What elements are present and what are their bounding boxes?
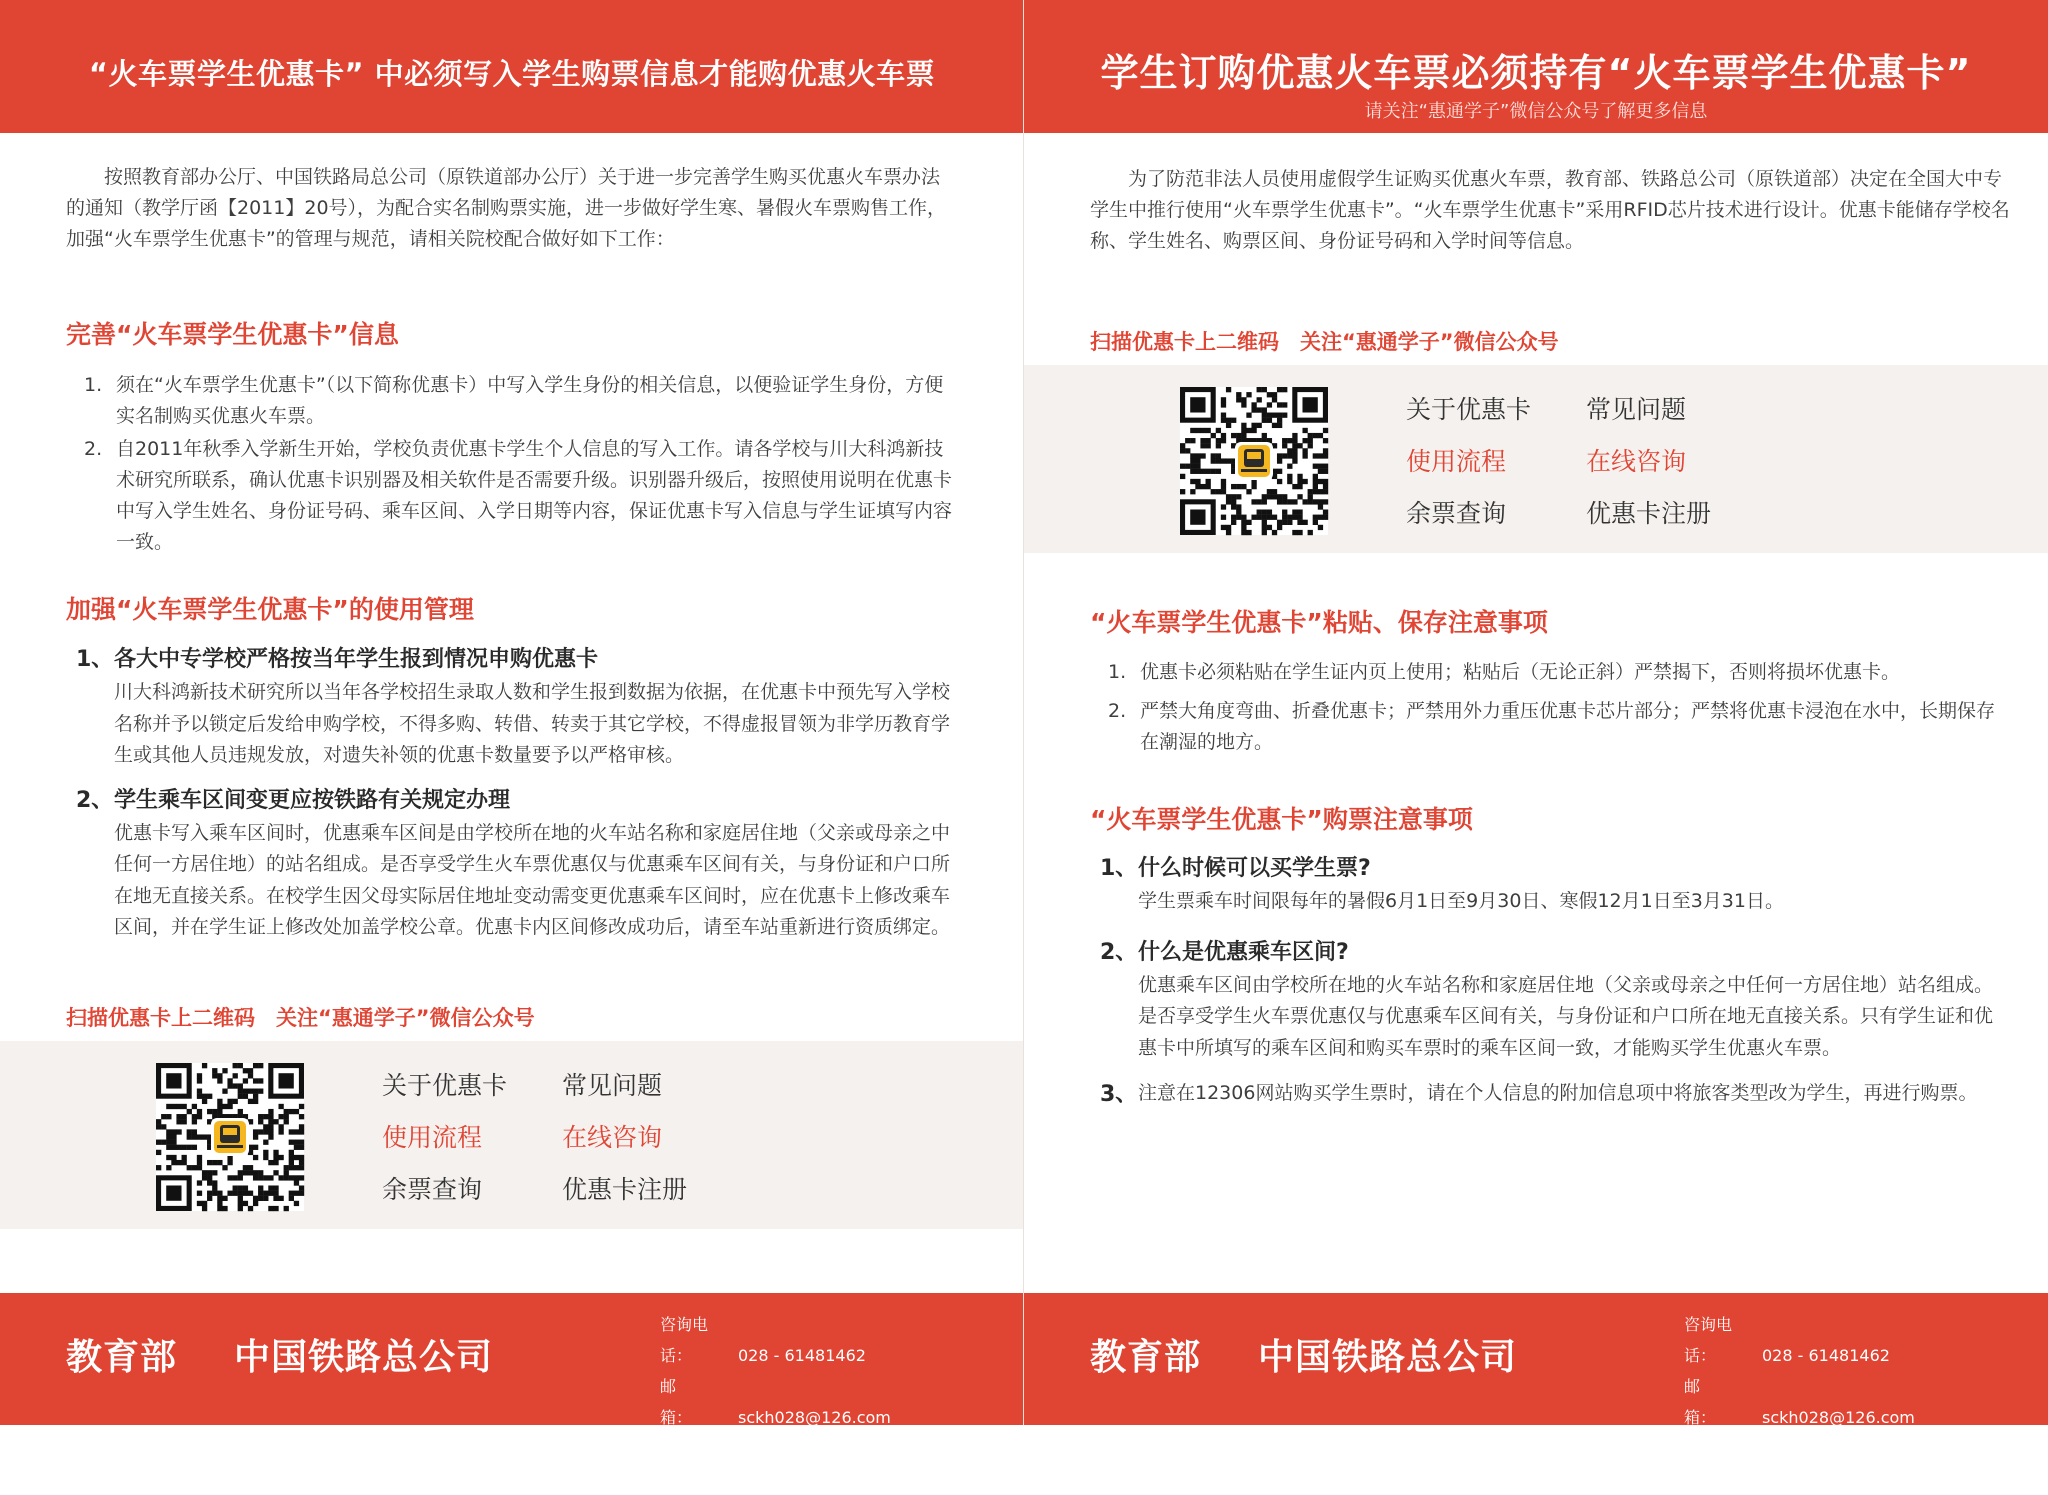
item-title: 什么是优惠乘车区间? [1138,939,1349,965]
right-section1-list [1090,657,2010,758]
list-item [1090,657,2010,688]
left-header-title: “火车票学生优惠卡” 中必须写入学生购票信息才能购优惠火车票 [88,57,936,91]
link-usage-process[interactable]: 使用流程 [1406,447,1507,476]
list-item [66,370,958,432]
page-divider [1023,0,1024,1425]
list-item [76,643,958,772]
list-item-text: 优惠卡必须粘贴在学生证内页上使用；粘贴后（无论正斜）严禁揭下，否则将损坏优惠卡。 [1140,661,1901,683]
link-card-register[interactable]: 优惠卡注册 [562,1175,688,1204]
item-number: 1、 [76,647,114,672]
qr-code-icon [156,1063,304,1211]
item-text: 川大科鸿新技术研究所以当年各学校招生录取人数和学生报到数据为依据，在优惠卡中预先写入学校名称并予以锁定后发给申购学校，不得多购、转借、转卖于其它学校，不得虚报冒领为非学历教育学生或其他人员违规发放，对遗失补领的优惠卡数量要予以严格审核。 [114,681,951,766]
right-page [1024,0,2048,1489]
item-title: 学生乘车区间变更应按铁路有关规定办理 [114,787,511,813]
right-section2-list [1100,852,2010,1110]
list-item [76,784,958,944]
list-item-text: 严禁大角度弯曲、折叠优惠卡；严禁用外力重压优惠卡芯片部分；严禁将优惠卡浸泡在水中，长期保存在潮湿的地方。 [1140,700,1996,753]
item-title: 什么时候可以买学生票? [1138,856,1371,881]
footer-contact [660,1309,904,1495]
phone-value: 028 - 61481462 [738,1346,866,1365]
web-label: 网 址： [660,1439,709,1489]
left-page [0,0,1024,1489]
link-ticket-query[interactable]: 余票查询 [382,1175,483,1204]
left-section2-list [76,643,958,944]
left-footer [0,1293,1024,1489]
left-section1-title: 完善“火车票学生优惠卡”信息 [66,320,399,349]
list-item [1100,936,2010,1065]
left-links [382,1071,712,1205]
phone-label: 咨询电话： [1684,1315,1733,1365]
list-item-number: 1. [1108,661,1127,683]
web-value[interactable]: http://www.stcard.cn [738,1470,904,1489]
right-header [1024,0,2048,133]
link-ticket-query[interactable]: 余票查询 [1406,499,1507,528]
list-item-number: 2. [1108,700,1127,722]
right-links [1406,395,1736,529]
right-intro: 为了防范非法人员使用虚假学生证购买优惠火车票，教育部、铁路总公司（原铁道部）决定在全国大中专学生中推行使用“火车票学生优惠卡”。“火车票学生优惠卡”采用RFID芯片技术进行设计。优惠卡能储存学校名称、学生姓名、购票区间、身份证号码和入学时间等信息。 [1090,168,2010,252]
item-title: 各大中专学校严格按当年学生报到情况申购优惠卡 [114,647,599,672]
list-item-text: 自2011年秋季入学新生开始，学校负责优惠卡学生个人信息的写入工作。请各学校与川大科鸿新技术研究所联系，确认优惠卡识别器及相关软件是否需要升级。识别器升级后，按照使用说明在优惠卡中写入学生姓名、身份证号码、乘车区间、入学日期等内容，保证优惠卡写入信息与学生证填写内容一致。 [116,438,953,553]
footer-org-railway: 中国铁路总公司 [234,1337,494,1378]
footer-org-moe: 教育部 [1090,1337,1202,1378]
email-label: 邮 箱： [1684,1377,1733,1427]
footer-contact [1684,1309,1928,1495]
footer-org-moe: 教育部 [66,1337,178,1378]
right-scan-title: 扫描优惠卡上二维码 关注“惠通学子”微信公众号 [1090,330,1559,354]
item-number: 2、 [1100,939,1138,965]
email-value[interactable]: sckh028@126.com [738,1408,891,1427]
right-header-title: 学生订购优惠火车票必须持有“火车票学生优惠卡” [1100,51,1972,95]
item-text: 优惠乘车区间由学校所在地的火车站名称和家庭居住地（父亲或母亲之中任何一方居住地）站名组成。是否享受学生火车票优惠仅与优惠乘车区间有关，与身份证和户口所在地无直接关系。只有学生证和优惠卡中所填写的乘车区间和购买车票时的乘车区间一致，才能购买学生优惠火车票。 [1138,973,1994,1059]
phone-value: 028 - 61481462 [1762,1346,1890,1365]
email-label: 邮 箱： [660,1377,709,1427]
right-header-subtitle: 请关注“惠通学子”微信公众号了解更多信息 [1364,101,1708,122]
item-number: 2、 [76,787,114,813]
left-intro: 按照教育部办公厅、中国铁路局总公司（原铁道部办公厅）关于进一步完善学生购买优惠火车票办法的通知（教学厅函【2011】20号），为配合实名制购票实施，进一步做好学生寒、暑假火车票购售工作，加强“火车票学生优惠卡”的管理与规范，请相关院校配合做好如下工作： [66,166,947,250]
link-faq[interactable]: 常见问题 [1586,395,1687,424]
left-section2-title: 加强“火车票学生优惠卡”的使用管理 [66,595,474,624]
list-item [66,434,958,558]
item-text: 学生票乘车时间限每年的暑假6月1日至9月30日、寒假12月1日至3月31日。 [1138,890,1784,912]
right-section1-title: “火车票学生优惠卡”粘贴、保存注意事项 [1090,608,1548,637]
link-usage-process[interactable]: 使用流程 [382,1123,483,1152]
web-value[interactable]: http://www.stcard.cn [1762,1470,1928,1489]
item-text: 优惠卡写入乘车区间时，优惠乘车区间是由学校所在地的火车站名称和家庭居住地（父亲或母亲之中任何一方居住地）的站名组成。是否享受学生火车票优惠仅与优惠乘车区间有关，与身份证和户口所在地无直接关系。在校学生因父母实际居住地址变动需变更优惠乘车区间时，应在优惠卡上修改乘车区间，并在学生证上修改处加盖学校公章。优惠卡内区间修改成功后，请至车站重新进行资质绑定。 [114,821,951,938]
link-about-card[interactable]: 关于优惠卡 [1406,395,1532,424]
link-online-consult[interactable]: 在线咨询 [562,1123,663,1152]
item-number: 1、 [1100,856,1138,881]
link-online-consult[interactable]: 在线咨询 [1586,447,1687,476]
left-header [0,0,1024,133]
list-item [1100,852,2010,918]
link-card-register[interactable]: 优惠卡注册 [1586,499,1712,528]
list-item [1090,696,2010,758]
item-number: 3、 [1100,1082,1138,1107]
footer-org-railway: 中国铁路总公司 [1258,1337,1518,1378]
qr-code-icon [1180,387,1328,535]
link-faq[interactable]: 常见问题 [562,1071,663,1100]
item-text: 注意在12306网站购买学生票时，请在个人信息的附加信息项中将旅客类型改为学生，再进行购票。 [1138,1082,1978,1104]
phone-label: 咨询电话： [660,1315,709,1365]
link-about-card[interactable]: 关于优惠卡 [382,1071,508,1100]
right-qr-band [1024,365,2048,553]
list-item [1100,1078,2010,1110]
right-section2-title: “火车票学生优惠卡”购票注意事项 [1090,805,1473,834]
list-item-number: 1. [84,374,103,396]
list-item-number: 2. [84,438,103,460]
list-item-text: 须在“火车票学生优惠卡”（以下简称优惠卡）中写入学生身份的相关信息，以便验证学生身份，方便实名制购买优惠火车票。 [116,374,944,427]
left-scan-title: 扫描优惠卡上二维码 关注“惠通学子”微信公众号 [66,1006,535,1030]
email-value[interactable]: sckh028@126.com [1762,1408,1915,1427]
web-label: 网 址： [1684,1439,1733,1489]
left-qr-band [0,1041,1024,1229]
left-section1-list [66,370,958,558]
right-footer [1024,1293,2048,1489]
